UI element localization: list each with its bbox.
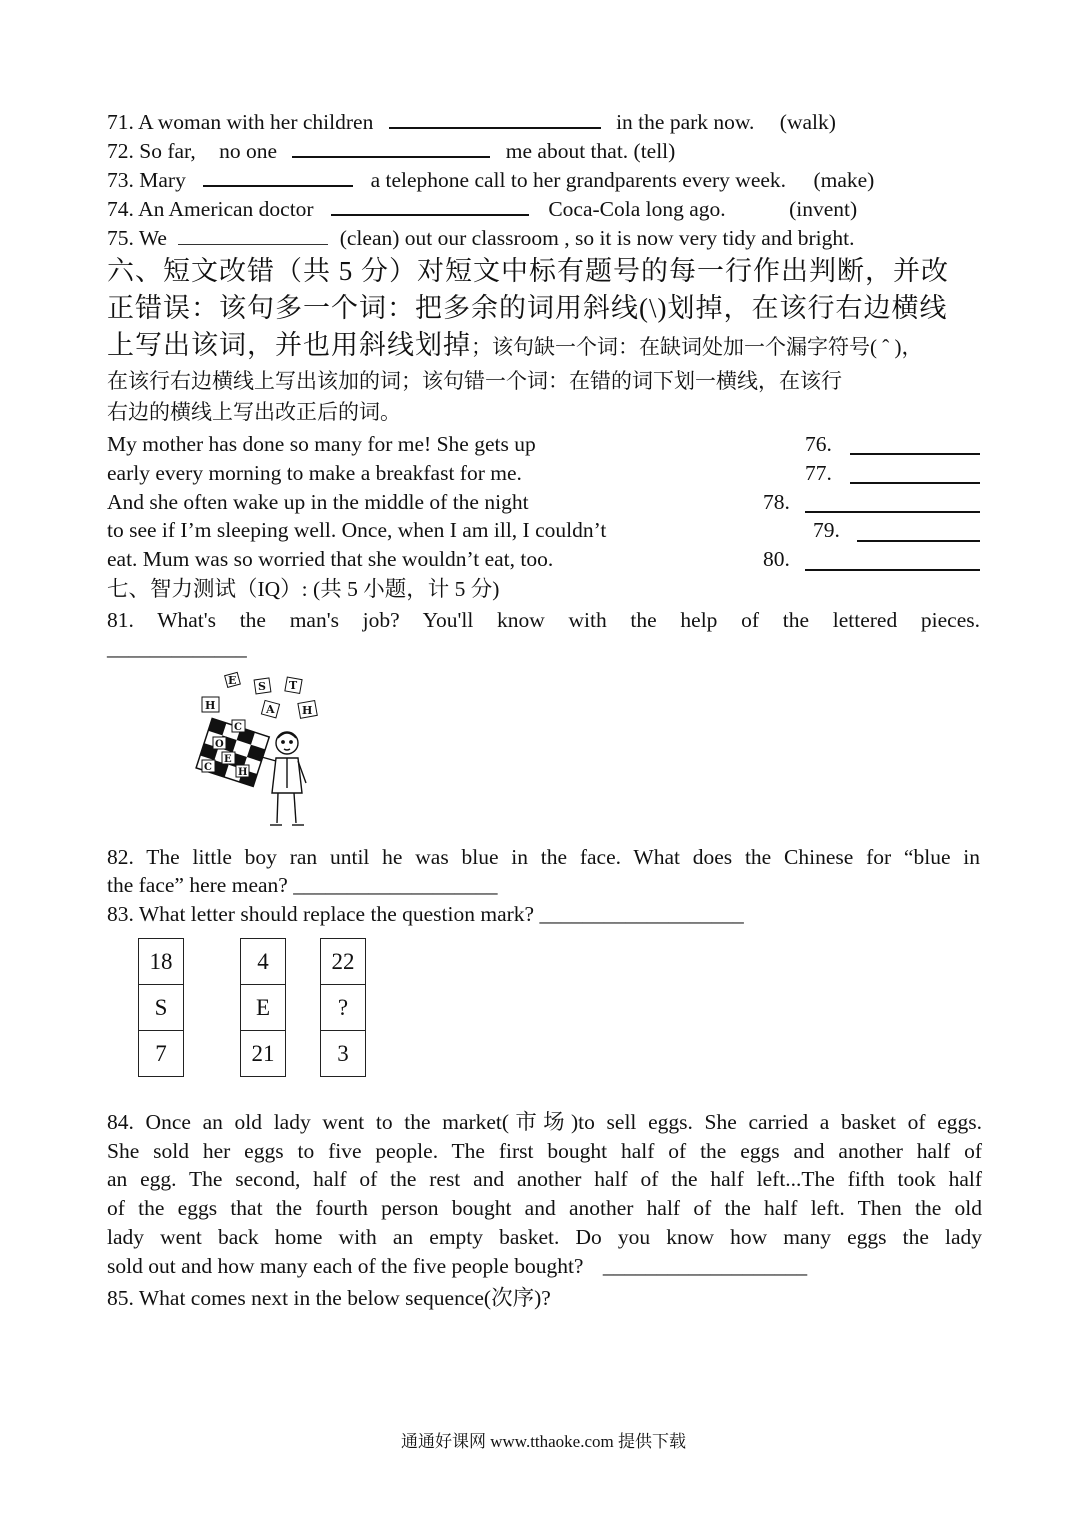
question-73 [107,166,982,195]
grid-cell: S [139,985,184,1031]
question-72 [107,137,982,166]
q71-text-after: in the park now. [616,110,755,134]
answer-line-80[interactable] [805,569,980,571]
q74-text: 74. An American doctor [107,197,314,221]
question-81: 81. What's the man's job? You'll know with the help of the lettered pieces. [107,608,980,632]
section-6-heading: 六、短文改错（共 5 分）对短文中标有题号的每一行作出判断，并改 [107,256,949,286]
answer-blank-83[interactable]: ___________________ [539,902,744,926]
question-82-line-1: 82. The little boy ran until he was blue in the face. What does the Chinese for “blue in [107,845,980,869]
question-75 [107,224,982,253]
q73-text-after: a telephone call to her grandparents every week. [370,168,787,192]
letter-tile [285,677,302,693]
section-6-instruction-3b: ；该句缺一个词：在缺词处加一个漏字符号( ˆ )， [471,335,923,359]
section-6-instruction-2: 正错误：该句多一个词：把多余的词用斜线(\)划掉，在该行右边横线 [107,293,948,323]
passage-number-77: 77. [805,461,832,485]
q72-text-mid: no one [219,139,278,163]
question-74 [107,195,982,224]
grid-cell: 22 [321,939,366,985]
q75-text-after: (clean) out our classroom , so it is now very tidy and bright. [339,226,855,250]
q74-text-after: Coca-Cola long ago. [548,197,726,221]
passage-number-79: 79. [813,518,840,542]
question-84-line-1: 84. Once an old lady went to the market(市场)to sell eggs. She carried a basket of eggs. [107,1110,982,1134]
letter-tile [261,700,279,717]
number-column-1 [138,938,184,1077]
question-84-line-6 [107,1252,982,1281]
passage-number-76: 76. [805,432,832,456]
passage-number-80: 80. [763,547,790,571]
letter-tile [225,672,241,687]
question-84-line-5: lady went back home with an empty basket. Do you know how many eggs the lady [107,1225,982,1249]
answer-blank-74[interactable] [331,196,529,216]
section-7-heading: 七、智力测试（IQ）: (共 5 小题，计 5 分) [107,577,500,601]
grid-cell: 7 [139,1031,184,1077]
letter-tile [232,720,245,733]
passage-line-79: to see if I’m sleeping well. Once, when I am ill, I couldn’t [107,518,607,542]
svg-text:A: A [266,703,275,716]
q83-text: 83. What letter should replace the question mark? [107,902,535,926]
letter-tile [298,701,317,719]
svg-text:C: C [204,762,212,773]
letter-tile [202,697,219,712]
passage-line-80: eat. Mum was so worried that she wouldn’t eat, too. [107,547,554,571]
section-6-instruction-4: 在该行右边横线上写出该加的词；该句错一个词：在错的词下划一横线，在该行 [107,369,842,393]
answer-blank-81[interactable]: _____________ [107,636,247,660]
svg-text:C: C [234,722,242,733]
question-71 [107,108,982,137]
q73-text: 73. Mary [107,168,186,192]
answer-blank-71[interactable] [389,109,601,129]
question-82-line-2 [107,871,982,900]
answer-line-79[interactable] [857,540,980,542]
letter-tile [254,678,271,694]
section-6-instruction-5: 右边的横线上写出改正后的词。 [107,400,401,424]
svg-text:T: T [289,679,298,692]
grid-cell: 3 [321,1031,366,1077]
grid-cell: E [241,985,286,1031]
passage-line-78: And she often wake up in the middle of the night [107,490,529,514]
letter-tile [222,752,235,765]
question-84-line-3: an egg. The second, half of the rest and another half of the half left...The fifth took half [107,1167,982,1191]
grid-cell: 21 [241,1031,286,1077]
answer-blank-82[interactable]: ___________________ [293,873,498,897]
q73-hint: (make) [813,168,875,192]
svg-text:H: H [205,699,216,712]
q84-text: sold out and how many each of the five people bought? [107,1254,584,1278]
answer-line-78[interactable] [805,511,980,513]
q71-hint: (walk) [779,110,836,134]
lettered-pieces-illustration [192,668,332,833]
answer-blank-72[interactable] [292,138,490,158]
number-column-2 [240,938,286,1077]
q74-hint: (invent) [789,197,858,221]
q71-text: 71. A woman with her children [107,110,374,134]
q72-text: 72. So far, [107,139,196,163]
answer-line-76[interactable] [850,453,980,455]
number-column-3 [320,938,366,1077]
section-6-instruction-3a: 上写出该词，并也用斜线划掉 [107,330,471,360]
answer-blank-84[interactable]: ___________________ [602,1254,808,1278]
svg-text:E: E [224,754,232,765]
q72-text-after: me about that. (tell) [505,139,676,163]
passage-number-78: 78. [763,490,790,514]
question-84-line-2: She sold her eggs to five people. The first bought half of the eggs and another half of [107,1139,982,1163]
answer-line-77[interactable] [850,482,980,484]
grid-cell: 4 [241,939,286,985]
answer-blank-73[interactable] [203,167,353,187]
page-footer: 通通好课网 www.tthaoke.com 提供下载 [400,1432,687,1451]
passage-line-76: My mother has done so many for me! She gets up [107,432,536,456]
section-6-instruction-3 [107,327,982,364]
answer-blank-75[interactable] [178,226,328,245]
question-83 [107,900,982,929]
question-85: 85. What comes next in the below sequence(次序)? [107,1286,551,1310]
q75-text: 75. We [107,226,167,250]
svg-text:H: H [302,704,313,717]
letter-tile [213,737,226,750]
letter-tile [236,765,249,778]
svg-text:O: O [215,739,224,750]
grid-cell: ? [321,985,366,1031]
svg-text:E: E [228,674,237,687]
svg-text:S: S [258,680,266,693]
question-84-line-4: of the eggs that the fourth person bought and another half of the half left. Then the old [107,1196,982,1220]
letter-tile [202,760,215,773]
grid-cell: 18 [139,939,184,985]
passage-line-77: early every morning to make a breakfast for me. [107,461,522,485]
svg-text:H: H [238,767,248,778]
q82-text: the face” here mean? [107,873,288,897]
